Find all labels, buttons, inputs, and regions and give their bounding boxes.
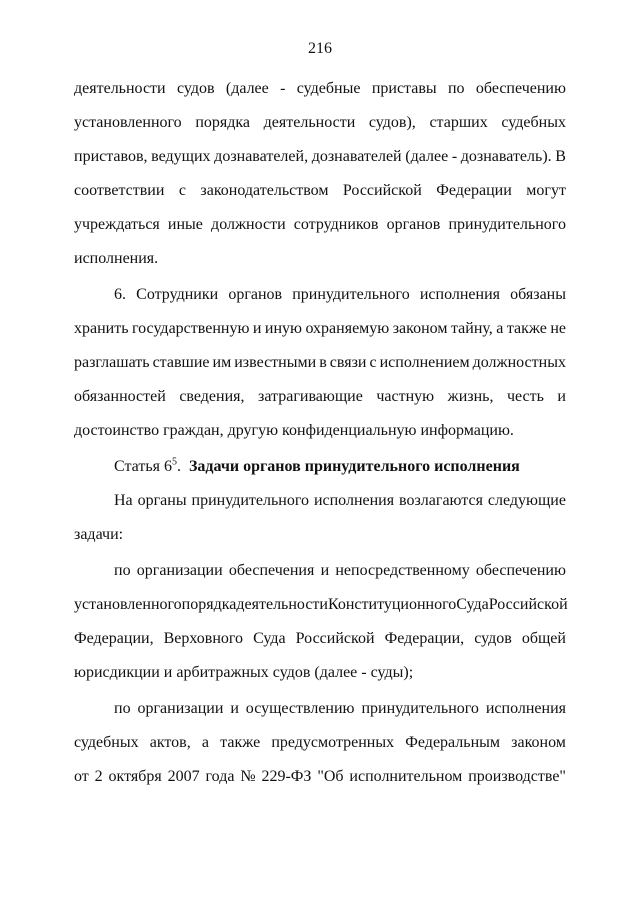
- word: могут: [526, 182, 566, 199]
- word: Федеральным: [405, 734, 500, 751]
- page-number: 216: [308, 40, 332, 57]
- word: Российской: [488, 596, 568, 613]
- word: сведения,: [179, 388, 245, 405]
- word: известными: [234, 354, 317, 371]
- word: обеспечению: [475, 562, 566, 579]
- word: установленного: [74, 596, 182, 613]
- word: и: [230, 700, 239, 717]
- article-title: Задачи органов принудительного исполнения: [188, 458, 520, 475]
- word: исполнением: [379, 354, 470, 371]
- word: порядка: [195, 114, 251, 131]
- word: общей: [521, 630, 566, 647]
- text-line: [74, 726, 566, 760]
- text-line: [74, 380, 566, 414]
- word: -: [451, 148, 458, 165]
- word: затрагивающие: [258, 388, 363, 405]
- word: деятельности: [74, 80, 166, 97]
- document-body: [74, 72, 566, 794]
- text-line: [74, 72, 566, 106]
- word: порядка: [181, 596, 237, 613]
- word: судебных: [501, 114, 566, 131]
- word: Российской: [342, 182, 422, 199]
- word: и: [252, 320, 262, 337]
- word: -: [280, 80, 286, 97]
- word: обеспечения: [228, 562, 315, 579]
- text-line: [74, 588, 566, 622]
- word: также: [220, 734, 261, 751]
- article-heading: [74, 450, 566, 484]
- word: №: [240, 768, 256, 785]
- word: судебных: [74, 734, 139, 751]
- word: В: [555, 148, 566, 165]
- word: по: [114, 700, 131, 717]
- word: приставы: [371, 80, 437, 97]
- word: организации: [137, 700, 224, 717]
- word: честь: [506, 388, 544, 405]
- word: "Об: [317, 768, 344, 785]
- word: организации: [136, 562, 223, 579]
- word: производстве": [468, 768, 566, 785]
- word: Конституционного: [327, 596, 457, 613]
- word: не: [550, 320, 566, 337]
- word: по: [447, 80, 465, 97]
- word: тайну,: [450, 320, 493, 337]
- text-line: [74, 622, 566, 656]
- text-line: [74, 484, 566, 518]
- word: обязаны: [510, 286, 566, 303]
- word: судов: [176, 80, 215, 97]
- word: приставов,: [74, 148, 148, 165]
- word: 229-ФЗ: [261, 768, 312, 785]
- word: дознавателей: [311, 148, 402, 165]
- article-number-dot: .: [176, 458, 181, 475]
- text-line: [74, 140, 566, 174]
- word: актов,: [149, 734, 191, 751]
- word: старших: [429, 114, 488, 131]
- word: деятельности: [263, 114, 356, 131]
- word: иную: [264, 320, 302, 337]
- word: сотрудников: [293, 216, 379, 233]
- word: законом: [392, 320, 448, 337]
- word: принудительного: [448, 216, 566, 233]
- word: также: [506, 320, 547, 337]
- word: непосредственному: [335, 562, 470, 579]
- word: судебные: [296, 80, 361, 97]
- text-line: исполнения.: [74, 250, 159, 267]
- word: органов: [228, 286, 283, 303]
- word: жизнь,: [447, 388, 494, 405]
- word: по: [114, 562, 131, 579]
- word: 2007: [167, 768, 200, 785]
- word: разглашать: [74, 354, 150, 371]
- word: (далее: [405, 148, 449, 165]
- word: а: [496, 320, 504, 337]
- word: Суда: [456, 596, 489, 613]
- text-line: юрисдикции и арбитражных судов (далее - суды);: [74, 664, 414, 681]
- article-superscript: 5: [171, 456, 177, 468]
- word: с: [178, 182, 186, 199]
- word: исполнения: [419, 286, 501, 303]
- word: принудительного: [292, 286, 410, 303]
- word: 6.: [114, 286, 126, 303]
- word: исполнения: [313, 492, 395, 509]
- word: хранить: [74, 320, 129, 337]
- text-line: [74, 346, 566, 380]
- word: Верховного: [163, 630, 244, 647]
- word: законом: [511, 734, 566, 751]
- text-line: [74, 106, 566, 140]
- text-line: [74, 174, 566, 208]
- word: октября: [108, 768, 162, 785]
- word: дознаватель).: [460, 148, 552, 165]
- word: судов: [474, 630, 512, 647]
- word: частную: [376, 388, 435, 405]
- word: связи: [329, 354, 367, 371]
- article-number: Статья 6: [114, 458, 172, 475]
- word: должностных: [472, 354, 566, 371]
- word: ведущих: [151, 148, 211, 165]
- word: деятельности: [236, 596, 328, 613]
- word: года: [205, 768, 235, 785]
- text-line: [74, 760, 566, 794]
- word: установленного: [74, 114, 182, 131]
- word: исполнения: [485, 700, 566, 717]
- word: им: [212, 354, 232, 371]
- text-line: [74, 208, 566, 242]
- word: органов: [386, 216, 441, 233]
- word: принудительного: [191, 492, 309, 509]
- word: 2: [94, 768, 103, 785]
- word: и: [320, 562, 330, 579]
- word: органы: [137, 492, 187, 509]
- word: иные: [167, 216, 203, 233]
- word: соответствии: [74, 182, 165, 199]
- word: обязанностей: [74, 388, 166, 405]
- text-line: [74, 312, 566, 346]
- word: дознавателей,: [214, 148, 309, 165]
- word: осуществлению: [245, 700, 355, 717]
- word: законодательством: [200, 182, 329, 199]
- word: учреждаться: [74, 216, 160, 233]
- word: судов),: [368, 114, 416, 131]
- word: предусмотренных: [271, 734, 395, 751]
- word: с: [369, 354, 377, 371]
- word: принудительного: [361, 700, 479, 717]
- text-line: [74, 692, 566, 726]
- word: На: [114, 492, 133, 509]
- word: Федерации,: [74, 630, 154, 647]
- word: (далее: [225, 80, 269, 97]
- word: Российской: [295, 630, 375, 647]
- word: обеспечению: [475, 80, 566, 97]
- word: а: [201, 734, 209, 751]
- text-line: [74, 554, 566, 588]
- word: следующие: [487, 492, 566, 509]
- word: государственную: [131, 320, 250, 337]
- word: ставшие: [152, 354, 210, 371]
- word: в: [319, 354, 327, 371]
- word: возлагаются: [399, 492, 483, 509]
- word: Федерации: [436, 182, 512, 199]
- text-line: [74, 278, 566, 312]
- word: Сотрудники: [136, 286, 219, 303]
- word: от: [74, 768, 89, 785]
- word: охраняемую: [305, 320, 390, 337]
- word: должности: [211, 216, 286, 233]
- word: Суда: [253, 630, 286, 647]
- text-line: достоинство граждан, другую конфиденциальную информацию.: [74, 422, 514, 439]
- word: и: [557, 388, 566, 405]
- word: исполнительном: [349, 768, 463, 785]
- word: Федерации,: [384, 630, 465, 647]
- text-line: задачи:: [74, 526, 124, 543]
